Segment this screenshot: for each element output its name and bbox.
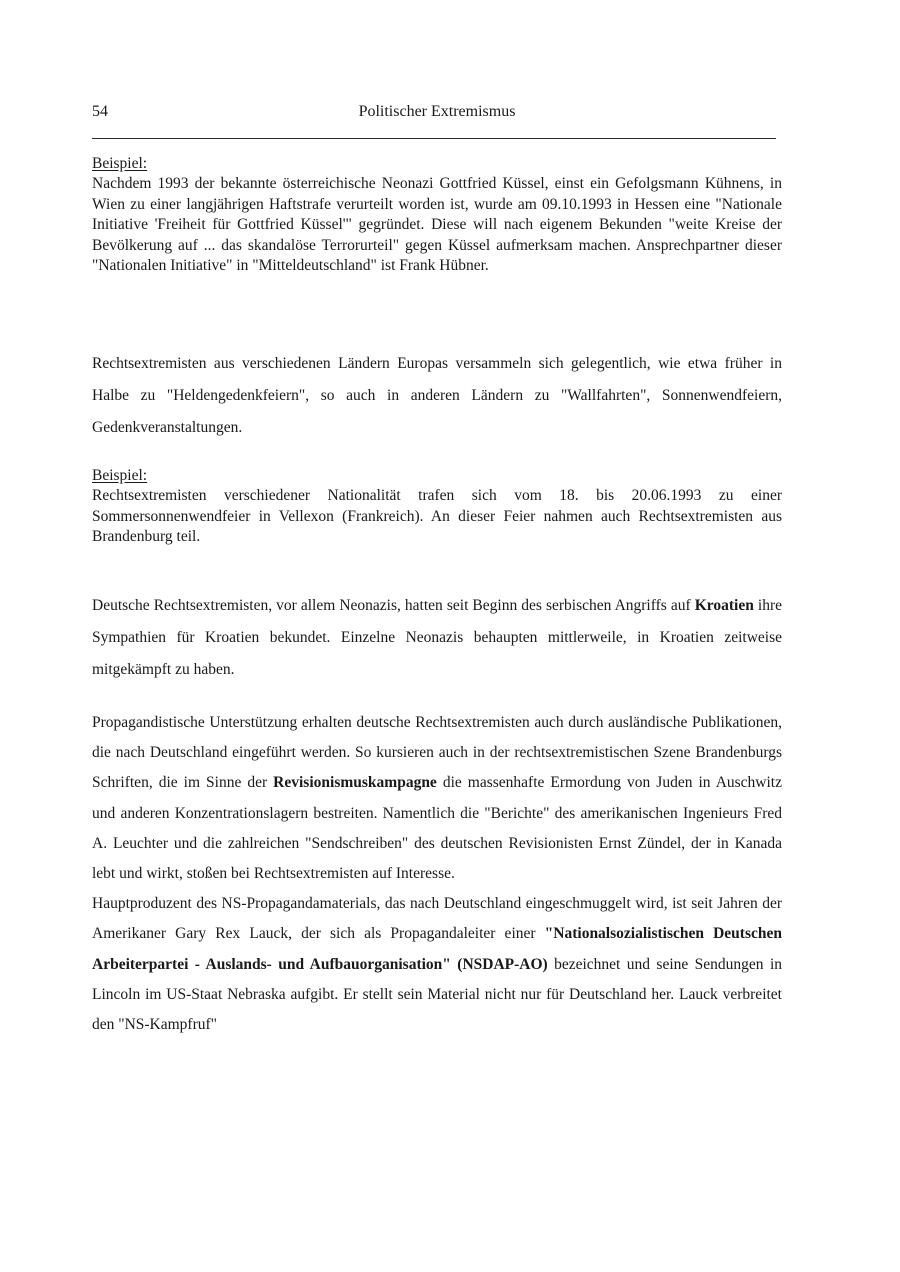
paragraph-propaganda bbox=[92, 708, 782, 1040]
example-block-2 bbox=[92, 466, 782, 548]
running-header bbox=[92, 100, 782, 124]
text-run: Hauptproduzent des NS-Propagandamaterials, das nach Deutschland eingeschmuggelt wird, ist seit Jahren der Amerikaner Gary Rex Lauck, der sich als Propagandaleiter einer bbox=[92, 895, 782, 943]
example-label: Beispiel: bbox=[92, 467, 148, 484]
text-run: bezeichnet und seine Sendungen in Lincoln im US-Staat Nebraska aufgibt. Er stellt sein Material nicht nur für Deutschland her. Lauck verbreitet den "NS-Kampfruf" bbox=[92, 955, 782, 1034]
page-number: 54 bbox=[92, 103, 108, 120]
paragraph-croatia bbox=[92, 590, 782, 685]
paragraph-text bbox=[92, 590, 782, 685]
paragraph-text bbox=[92, 889, 782, 1040]
example-block-1 bbox=[92, 154, 782, 277]
paragraph-gatherings bbox=[92, 348, 782, 443]
example-text: Rechtsextremisten verschiedener Nationalität trafen sich vom 18. bis 20.06.1993 zu einer Sommersonnenwendfeier in Vellexon (Frankreich). An dieser Feier nahmen auch Rechtsextremisten aus Brandenburg teil. bbox=[92, 487, 782, 546]
bold-term: "Nationalsozialistischen Deutschen Arbeiterpartei - Auslands- und Aufbauorganisation" (NSDAP-AO) bbox=[92, 925, 782, 973]
text-run: Propagandistische Unterstützung erhalten deutsche Rechtsextremisten auch durch ausländische Publikationen, die nach Deutschland eingeführt werden. So kursieren auch in der rechtsextremistischen Szene Brandenburgs Schriften, die im Sinne der bbox=[92, 714, 782, 792]
text-run: Deutsche Rechtsextremisten, vor allem Neonazis, hatten seit Beginn des serbischen Angriffs auf bbox=[92, 597, 695, 614]
header-rule bbox=[92, 138, 776, 139]
bold-term: Kroatien bbox=[694, 597, 754, 614]
paragraph-text: Rechtsextremisten aus verschiedenen Ländern Europas versammeln sich gelegentlich, wie etwa früher in Halbe zu "Heldengedenkfeiern", so auch in anderen Ländern zu "Wallfahrten", Sonnenwendfeiern, Gedenkveranstaltungen. bbox=[92, 355, 782, 436]
example-label: Beispiel: bbox=[92, 155, 148, 172]
text-run: die massenhafte Ermordung von Juden in Auschwitz und anderen Konzentrationslagern bestreiten. Namentlich die "Berichte" des amerikanischen Ingenieurs Fred A. Leuchter und die zahlreichen "Sendschreiben" des deutschen Revisionisten Ernst Zündel, der in Kanada lebt und wirkt, stoßen bei Rechtsextremisten auf Interesse. bbox=[92, 774, 782, 883]
running-title: Politischer Extremismus bbox=[358, 103, 516, 120]
bold-term: Revisionismuskampagne bbox=[273, 774, 437, 792]
text-run: ihre Sympathien für Kroatien bekundet. Einzelne Neonazis behaupten mittlerweile, in Kroatien zeitweise mitgekämpft zu haben. bbox=[92, 597, 782, 678]
document-page bbox=[92, 0, 782, 1272]
example-text: Nachdem 1993 der bekannte österreichische Neonazi Gottfried Küssel, einst ein Gefolgsmann Kühnens, in Wien zu einer langjährigen Haftstrafe verurteilt worden ist, wurde am 09.10.1993 in Hessen eine "Nationale Initiative 'Freiheit für Gottfried Küssel'" gegründet. Diese will nach eigenem Bekunden "weite Kreise der Bevölkerung auf ... das skandalöse Terrorurteil" gegen Küssel aufmerksam machen. Ansprechpartner dieser "Nationalen Initiative" in "Mitteldeutschland" ist Frank Hübner. bbox=[92, 175, 782, 275]
paragraph-text bbox=[92, 708, 782, 889]
